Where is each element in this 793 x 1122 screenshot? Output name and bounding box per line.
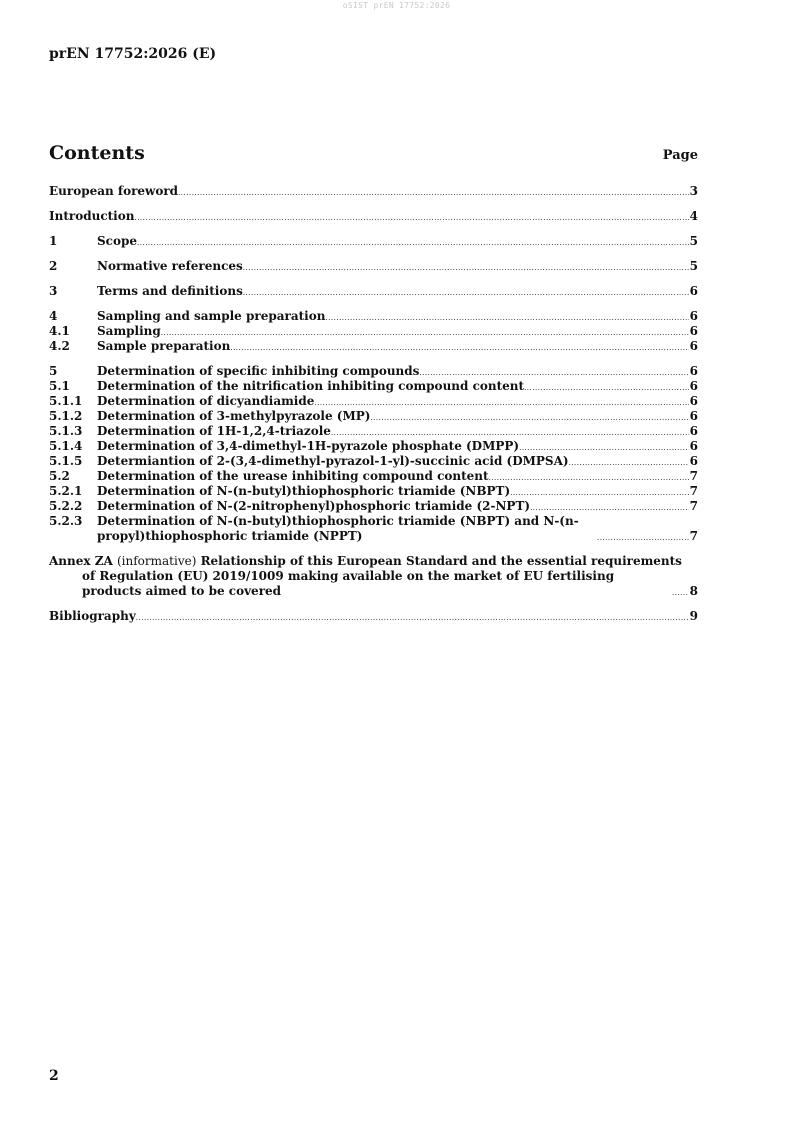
- toc-entry-number: 5.2.2: [49, 499, 83, 513]
- toc-entry-normative-references[interactable]: [49, 259, 698, 274]
- toc-entry-5-1-4[interactable]: [49, 439, 698, 454]
- toc-entry-number: 4.2: [49, 339, 70, 353]
- toc-entry-number: 5: [49, 364, 58, 378]
- dot-leader: [419, 367, 688, 379]
- annex-qualifier: (informative): [116, 554, 197, 568]
- toc-entry-page: 6: [689, 379, 698, 393]
- toc-entry-page: 7: [689, 499, 698, 513]
- toc-entry-number: 5.1.5: [49, 454, 83, 468]
- table-of-contents: [49, 184, 698, 624]
- toc-entry-page: 7: [689, 484, 698, 498]
- toc-entry-page: 6: [689, 339, 698, 353]
- toc-entry-5-2[interactable]: [49, 469, 698, 484]
- toc-entry-title: Normative references: [97, 259, 243, 273]
- toc-entry-title: Determiantion of 2-(3,4-dimethyl-pyrazol-1-yl)-succinic acid (DMPSA): [97, 454, 569, 468]
- toc-entry-page: 6: [689, 324, 698, 338]
- contents-title: Contents: [49, 142, 145, 164]
- toc-entry-sampling-and-preparation[interactable]: [49, 309, 698, 324]
- toc-entry-page: 6: [689, 394, 698, 408]
- toc-entry-page: 6: [689, 409, 698, 423]
- toc-entry-sampling[interactable]: [49, 324, 698, 339]
- toc-entry-5-1-3[interactable]: [49, 424, 698, 439]
- toc-entry-title: European foreword: [49, 184, 179, 198]
- toc-entry-title: Sampling and sample preparation: [97, 309, 326, 323]
- toc-entry-5-1-2[interactable]: [49, 409, 698, 424]
- watermark: oSIST prEN 17752:2026: [342, 1, 451, 10]
- toc-entry-european-foreword[interactable]: [49, 184, 698, 199]
- dot-leader: [230, 342, 688, 354]
- dot-leader: [134, 212, 688, 224]
- toc-entry-page: 6: [689, 424, 698, 438]
- toc-entry-title: Determination of the nitrification inhibiting compound content: [97, 379, 525, 393]
- toc-entry-5-2-3[interactable]: [49, 514, 698, 544]
- dot-leader: [370, 412, 688, 424]
- toc-entry-sample-preparation[interactable]: [49, 339, 698, 354]
- toc-entry-introduction[interactable]: [49, 209, 698, 224]
- annex-title-line1: Relationship of this European Standard and the essential requirements: [200, 554, 682, 568]
- toc-entry-title: Determination of N-(2-nitrophenyl)phosphoric triamide (2-NPT): [97, 499, 531, 513]
- toc-entry-title: Introduction: [49, 209, 135, 223]
- document-identifier: prEN 17752:2026 (E): [49, 46, 217, 62]
- toc-entry-5[interactable]: [49, 364, 698, 379]
- toc-entry-page: 7: [689, 529, 698, 543]
- dot-leader: [178, 187, 689, 199]
- dot-leader: [510, 487, 689, 499]
- toc-entry-page: 5: [689, 259, 698, 273]
- toc-entry-page: 6: [689, 454, 698, 468]
- toc-entry-number: 5.1.4: [49, 439, 83, 453]
- toc-entry-title: Bibliography: [49, 609, 136, 623]
- toc-entry-number: 1: [49, 234, 58, 248]
- toc-entry-number: 5.2.1: [49, 484, 83, 498]
- toc-entry-title: Determination of N-(n-butyl)thiophosphoric triamide (NBPT) and N-(n-propyl)thiophosphoric triamide (NPPT): [97, 514, 579, 543]
- dot-leader: [672, 587, 689, 599]
- toc-entry-number: 2: [49, 259, 58, 273]
- annex-label: Annex ZA: [49, 554, 113, 568]
- dot-leader: [243, 262, 689, 274]
- toc-entry-number: 5.2: [49, 469, 70, 483]
- toc-entry-5-1[interactable]: [49, 379, 698, 394]
- toc-entry-page: 3: [689, 184, 698, 198]
- toc-entry-title: Terms and definitions: [97, 284, 243, 298]
- toc-entry-number: 5.1.1: [49, 394, 83, 408]
- dot-leader: [597, 532, 689, 544]
- toc-entry-title: Sampling: [97, 324, 161, 338]
- annex-title-rest: of Regulation (EU) 2019/1009 making available on the market of EU fertilising products aimed to be covered: [82, 569, 615, 598]
- toc-entry-number: 4.1: [49, 324, 70, 338]
- toc-entry-number: 5.1: [49, 379, 70, 393]
- page-column-label: Page: [662, 148, 698, 163]
- dot-leader: [530, 502, 689, 514]
- toc-entry-number: 4: [49, 309, 58, 323]
- toc-entry-5-2-1[interactable]: [49, 484, 698, 499]
- toc-entry-page: 6: [689, 284, 698, 298]
- dot-leader: [331, 427, 689, 439]
- toc-entry-title: Determination of the urease inhibiting compound content: [97, 469, 489, 483]
- toc-entry-title: Sample preparation: [97, 339, 231, 353]
- toc-entry-5-1-1[interactable]: [49, 394, 698, 409]
- toc-entry-title: Determination of N-(n-butyl)thiophosphoric triamide (NBPT): [97, 484, 511, 498]
- toc-entry-terms[interactable]: [49, 284, 698, 299]
- toc-entry-bibliography[interactable]: [49, 609, 698, 624]
- toc-entry-number: 5.1.3: [49, 424, 83, 438]
- toc-entry-page: 4: [689, 209, 698, 223]
- dot-leader: [569, 457, 689, 469]
- toc-entry-title: Determination of specific inhibiting compounds: [97, 364, 420, 378]
- toc-entry-page: 6: [689, 439, 698, 453]
- dot-leader: [524, 382, 689, 394]
- toc-entry-title: Determination of 1H-1,2,4-triazole: [97, 424, 331, 438]
- toc-entry-title: Scope: [97, 234, 138, 248]
- toc-entry-number: 3: [49, 284, 58, 298]
- dot-leader: [136, 612, 689, 624]
- toc-entry-5-1-5[interactable]: [49, 454, 698, 469]
- dot-leader: [489, 472, 689, 484]
- dot-leader: [161, 327, 689, 339]
- toc-entry-number: 5.2.3: [49, 514, 83, 528]
- dot-leader: [243, 287, 689, 299]
- contents-header: [49, 142, 698, 164]
- toc-entry-scope[interactable]: [49, 234, 698, 249]
- toc-entry-page: 6: [689, 364, 698, 378]
- toc-entry-title: Determination of 3-methylpyrazole (MP): [97, 409, 371, 423]
- toc-entry-5-2-2[interactable]: [49, 499, 698, 514]
- toc-entry-annex-za[interactable]: [49, 554, 698, 599]
- footer-page-number: 2: [49, 1068, 59, 1084]
- dot-leader: [519, 442, 689, 454]
- toc-entry-title: Determination of dicyandiamide: [97, 394, 315, 408]
- toc-entry-page: 9: [689, 609, 698, 623]
- toc-entry-page: 6: [689, 309, 698, 323]
- toc-entry-page: 8: [689, 584, 698, 598]
- toc-entry-title: Determination of 3,4-dimethyl-1H-pyrazole phosphate (DMPP): [97, 439, 520, 453]
- dot-leader: [325, 312, 688, 324]
- dot-leader: [314, 397, 688, 409]
- dot-leader: [137, 237, 689, 249]
- toc-entry-page: 7: [689, 469, 698, 483]
- toc-entry-page: 5: [689, 234, 698, 248]
- toc-entry-number: 5.1.2: [49, 409, 83, 423]
